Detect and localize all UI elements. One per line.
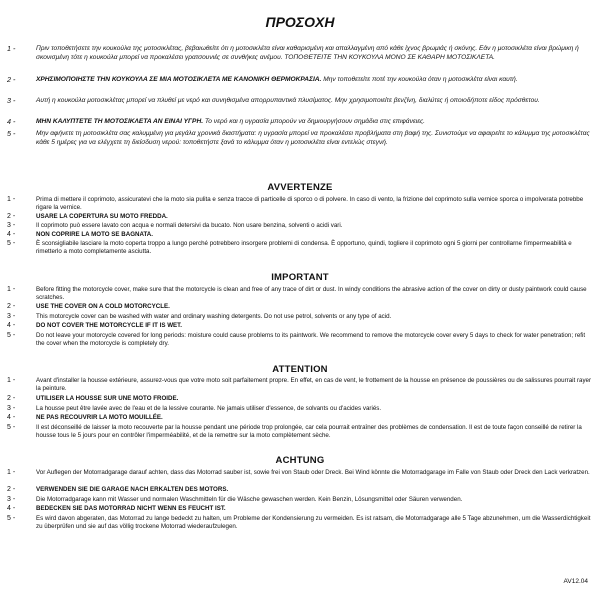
item-number: 4 - xyxy=(7,322,16,329)
item-number: 2 - xyxy=(7,486,16,493)
item-text: Prima di mettere il coprimoto, assicuratevi che la moto sia pulita e senza tracce di particelle di sporco o di polvere. In caso di vento, la frizione del coprimoto sulla vernice sporca o impolverata potrebbe rigare la vernice. xyxy=(36,196,584,212)
item-text: This motorcycle cover can be washed with water and ordinary washing detergents. Do not use petrol, solvents or any type of acid. xyxy=(36,313,392,320)
item-number: 3 - xyxy=(7,496,16,503)
english-section xyxy=(0,272,600,283)
item-number: 1 - xyxy=(7,377,16,384)
item-number: 2 - xyxy=(7,303,16,310)
item-number: 5 - xyxy=(7,332,16,339)
item-text: Αυτή η κουκούλα μοτοσικλέτας μπορεί να πλυθεί με νερό και συνηθισμένα απορρυπαντικά πλυσίματος. Μην χρησιμοποιείτε βενζίνη, διαλύτες ή οποιοδήποτε είδος πρόσθετου. xyxy=(36,97,540,104)
german-title: ACHTUNG xyxy=(275,455,325,466)
item-text: Μην αφήνετε τη μοτοσικλέτα σας καλυμμένη για μεγάλα χρονικά διαστήματα: η υγρασία μπορεί να προκαλέσει προβλήματα στη βαφή της. Συνιστούμε να αφαιρείτε το κάλυμμα της μοτοσικλέτας κάθε 5 ημέρες για να ελέγχετε τη διείσδυση νερού: τοποθετήστε ξανά το κάλυμμα όταν η μοτοσικλέτα είναι εντελώς στεγνή. xyxy=(36,130,590,146)
item-number: 4 - xyxy=(7,505,16,512)
item-number: 4 - xyxy=(7,231,16,238)
item-number: 3 - xyxy=(7,313,16,320)
item-number: 3 - xyxy=(7,96,16,105)
item-number: 2 - xyxy=(7,213,16,220)
item-number: 1 - xyxy=(7,286,16,293)
german-section xyxy=(0,455,600,466)
item-bold-text: NON COPRIRE LA MOTO SE BAGNATA. xyxy=(36,231,153,238)
item-number: 5 - xyxy=(7,129,16,138)
english-title: IMPORTANT xyxy=(271,272,329,283)
greek-title: ΠΡΟΣΟΧΗ xyxy=(265,14,335,30)
item-bold-text: VERWENDEN SIE DIE GARAGE NACH ERKALTEN DES MOTORS. xyxy=(36,486,229,493)
item-text: Before fitting the motorcycle cover, make sure that the motorcycle is clean and free of any trace of dirt or dust. In windy conditions the abrasive action of the cover on dirty or dusty paintwork could cause scratches. xyxy=(36,286,587,302)
item-number: 1 - xyxy=(7,44,16,53)
item-number: 3 - xyxy=(7,405,16,412)
item-number: 1 - xyxy=(7,469,16,476)
item-text: Do not leave your motorcycle covered for long periods: moisture could cause problems to its paintwork. We recommend to remove the motorcycle cover every 5 days to check for water penetration; refit the cover when the motorcycle is completely dry. xyxy=(36,332,586,348)
item-number: 1 - xyxy=(7,196,16,203)
item-text: Πριν τοποθετήσετε την κουκούλα της μοτοσικλέτας, βεβαιωθείτε ότι η μοτοσικλέτα είναι καθαρισμένη και απαλλαγμένη από κάθε ίχνος βρωμιάς ή σκόνης. Εάν η μοτοσικλέτα είναι βρώμικη ή σκονισμένη τότε η κουκούλα μπορεί να προκαλέσει γρατσουνιές σε συνθήκες ανέμου. ΤΟΠΟΘΕΤΕΙΤΕ ΤΗΝ ΚΟΥΚΟΥΛΑ ΜΟΝΟ ΣΕ ΚΑΘΑΡΗ ΜΟΤΟΣΙΚΛΕΤΑ. xyxy=(36,45,579,61)
item-bold-text: NE PAS RECOUVRIR LA MOTO MOUILLÉE. xyxy=(36,414,163,421)
item-text: È sconsigliabile lasciare la moto coperta troppo a lungo perché potrebbero insorgere problemi di condensa. È opportuno, quindi, togliere il coprimoto ogni 5 giorni per controllarne l'impermeabilità e rimetterlo a moto completamente asciutta. xyxy=(36,240,572,256)
item-bold-text: BEDECKEN SIE DAS MOTORRAD NICHT WENN ES FEUCHT IST. xyxy=(36,505,226,512)
item-number: 4 - xyxy=(7,414,16,421)
item-text: Μην τοποθετείτε ποτέ την κουκούλα όταν η μοτοσικλέτα είναι καυτή. xyxy=(321,76,518,83)
item-bold-text: USE THE COVER ON A COLD MOTORCYCLE. xyxy=(36,303,170,310)
french-section xyxy=(0,364,600,375)
item-text: Vor Auflegen der Motorradgarage darauf achten, dass das Motorrad sauber ist, sowie frei von Staub oder Dreck. Bei Wind könnte die Motorradgarage im Falle von Staub oder Dreck den Lack verkratzen. xyxy=(36,469,590,476)
item-bold-text: ΜΗΝ ΚΑΛΥΠΤΕΤΕ ΤΗ ΜΟΤΟΣΙΚΛΕΤΑ ΑΝ ΕΙΝΑΙ ΥΓΡΗ. xyxy=(36,118,204,125)
italian-title: AVVERTENZE xyxy=(267,182,333,193)
item-text: Es wird davon abgeraten, das Motorrad zu lange bedeckt zu halten, um Probleme der Kondensierung zu vermeiden. Es ist ratsam, die Motorradgarage alle 5 Tage abzunehmen, um die Wasserdichtigkeit zu überprüfen und sie auf das völlig trockene Motorrad wiederaufzulegen. xyxy=(36,515,591,531)
item-text: Avant d'installer la housse extérieure, assurez-vous que votre moto soit parfaitement propre. En effet, en cas de vent, le frottement de la housse en présence de poussières ou de salissures pourrait rayer la peinture. xyxy=(36,377,592,393)
item-number: 2 - xyxy=(7,75,16,84)
item-bold-text: DO NOT COVER THE MOTORCYCLE IF IT IS WET. xyxy=(36,322,182,329)
item-text: Το νερό και η υγρασία μπορούν να δημιουργήσουν σημάδια στις επιφάνειες. xyxy=(203,118,425,125)
french-title: ATTENTION xyxy=(272,364,328,375)
item-number: 4 - xyxy=(7,117,16,126)
item-text: Il coprimoto può essere lavato con acqua e normali detersivi da bucato. Non usare benzina, solventi o acidi vari. xyxy=(36,222,343,229)
item-text: Il est déconseillé de laisser la moto recouverte par la housse pendant une période trop prolongée, car cela pourrait entraîner des problèmes de condensation. Il est de toute façon conseillé de retirer la housse tous le 5 jours pour en contrôler l'imperméabilité, et de la remettre sur la moto complètement sèche. xyxy=(36,424,582,440)
item-number: 5 - xyxy=(7,240,16,247)
item-bold-text: ΧΡΗΣΙΜΟΠΟΙΗΣΤΕ ΤΗΝ ΚΟΥΚΟΥΛΑ ΣΕ ΜΙΑ ΜΟΤΟΣΙΚΛΕΤΑ ΜΕ ΚΑΝΟΝΙΚΗ ΘΕΡΜΟΚΡΑΣΙΑ. xyxy=(36,76,322,83)
item-number: 3 - xyxy=(7,222,16,229)
item-number: 5 - xyxy=(7,515,16,522)
item-bold-text: UTILISER LA HOUSSE SUR UNE MOTO FROIDE. xyxy=(36,395,179,402)
italian-section xyxy=(0,182,600,193)
item-number: 5 - xyxy=(7,424,16,431)
item-bold-text: USARE LA COPERTURA SU MOTO FREDDA. xyxy=(36,213,168,220)
item-text: Die Motorradgarage kann mit Wasser und normalen Waschmitteln für die Wäsche gewaschen werden. Kein Benzin, Lösungsmittel oder Säuren verwenden. xyxy=(36,496,463,503)
document-code: AV12.04 xyxy=(563,578,588,585)
greek-section xyxy=(0,14,600,30)
item-number: 2 - xyxy=(7,395,16,402)
item-text: La housse peut être lavée avec de l'eau et de la lessive courante. Ne jamais utiliser d'essence, de solvants ou d'acides variés. xyxy=(36,405,382,412)
